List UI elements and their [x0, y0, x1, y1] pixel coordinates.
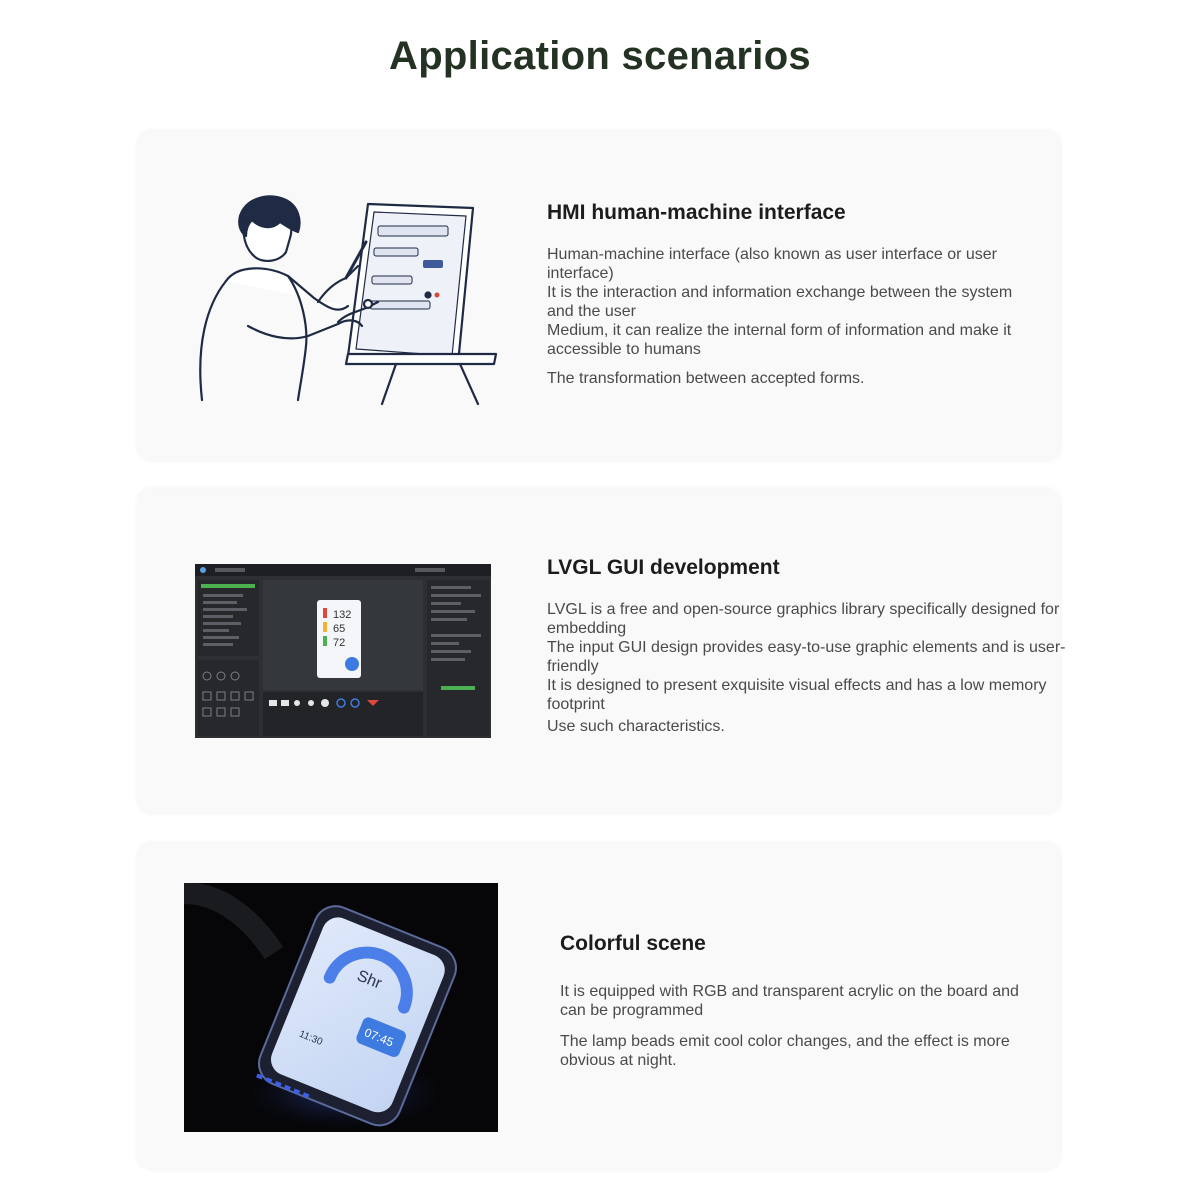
card-paragraph: The lamp beads emit cool color changes, and the effect is more obvious at night. [560, 1033, 1010, 1069]
card-title: HMI human-machine interface [547, 201, 846, 224]
reading-value: 65 [333, 623, 346, 635]
scenario-card-lvgl [138, 489, 1066, 813]
card-paragraph: Human-machine interface (also known as user interface or user interface) [547, 246, 997, 282]
scenario-card-hmi [138, 131, 1060, 460]
card-paragraph: It is designed to present exquisite visual effects and has a low memory footprint [547, 677, 1047, 713]
card-paragraph: Use such characteristics. [547, 718, 725, 735]
scenario-card-colorful [138, 843, 1060, 1169]
rgb-device-photo [184, 883, 498, 1132]
colorful-text [560, 932, 1030, 1070]
page-title: Application scenarios [389, 34, 811, 78]
card-paragraph: LVGL is a free and open-source graphics library specifically designed for embedding [547, 601, 1060, 637]
time-readout: 07:45 [362, 1025, 396, 1050]
lvgl-text [547, 556, 1087, 736]
dial-label: Shr [354, 967, 384, 993]
person-using-tablet-illustration [188, 186, 498, 406]
card-paragraph: It is equipped with RGB and transparent acrylic on the board and can be programmed [560, 983, 1019, 1019]
card-paragraph: The input GUI design provides easy-to-use graphic elements and is user-friendly [547, 639, 1066, 675]
lvgl-editor-screenshot [195, 564, 491, 738]
reading-value: 132 [333, 609, 352, 621]
small-readout: 11:30 [297, 1028, 325, 1049]
card-paragraph: The transformation between accepted forms. [547, 370, 865, 387]
card-paragraph: Medium, it can realize the internal form of information and make it accessible to humans [547, 322, 1012, 358]
card-title: LVGL GUI development [547, 556, 780, 579]
card-title: Colorful scene [560, 932, 706, 955]
card-paragraph: It is the interaction and information exchange between the system and the user [547, 284, 1013, 320]
hmi-text [547, 201, 1027, 388]
reading-value: 72 [333, 637, 346, 649]
